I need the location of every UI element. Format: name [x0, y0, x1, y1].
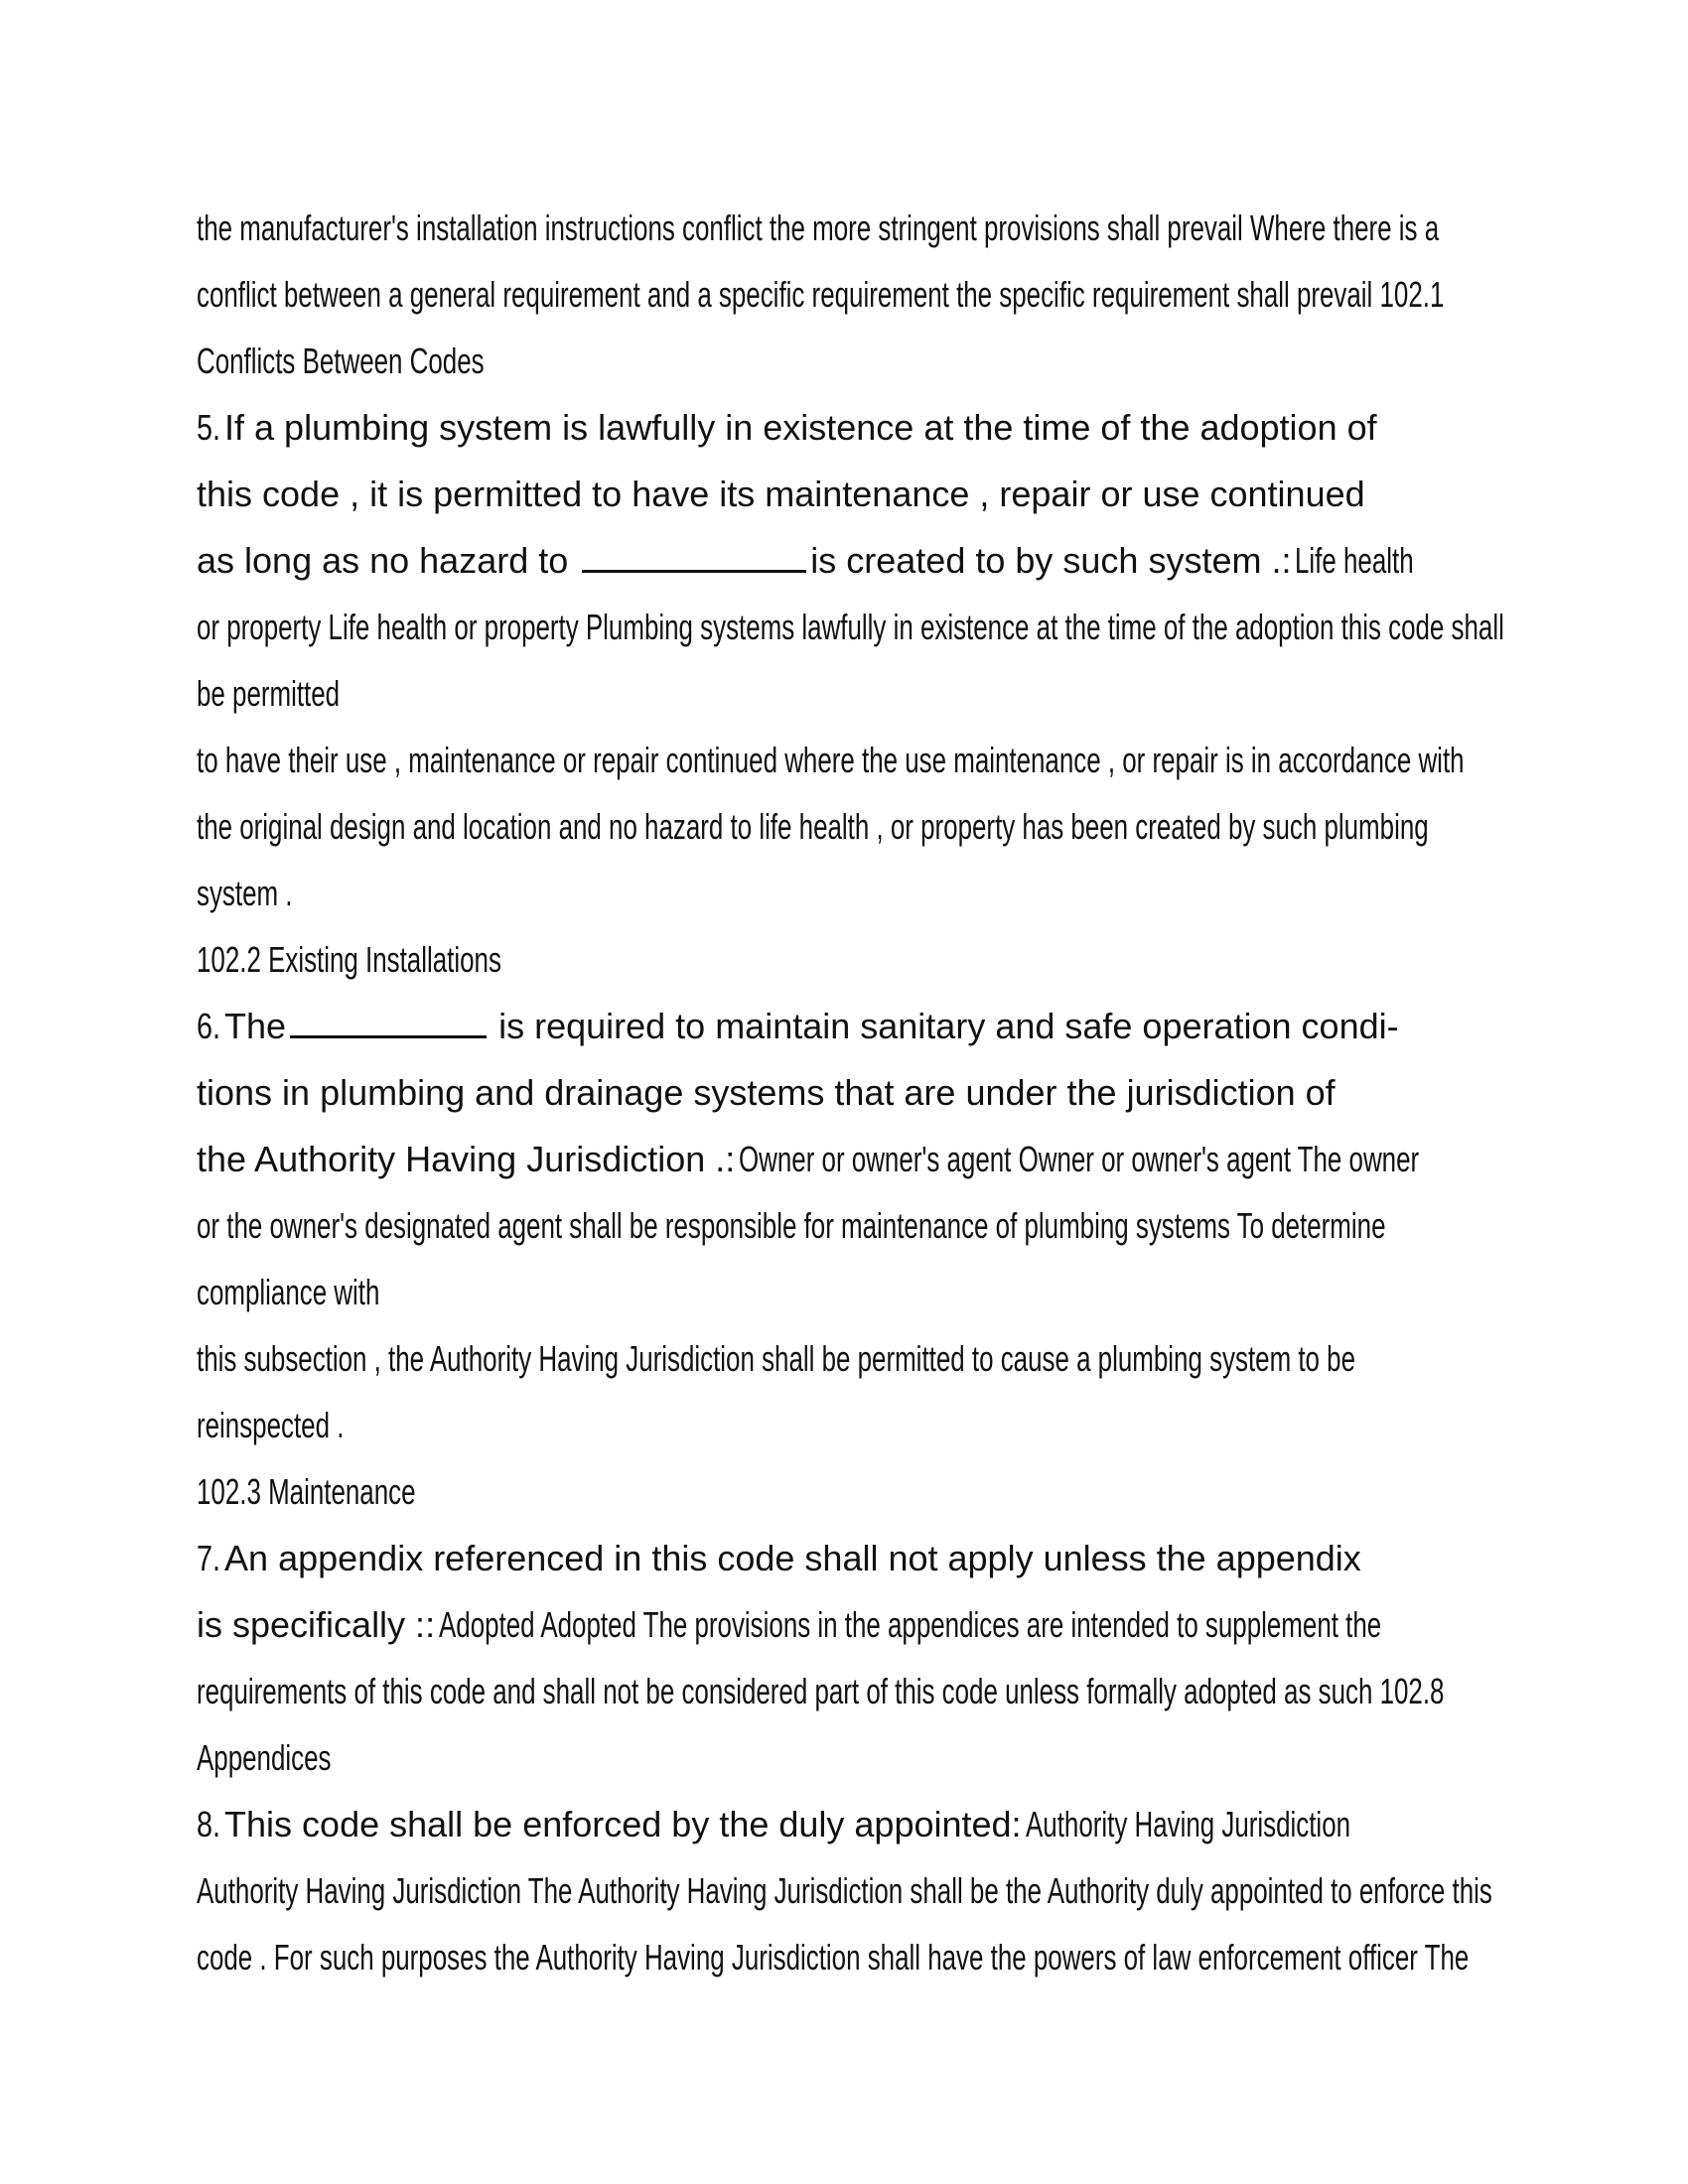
question-7-line-2: is specifically :: Adopted Adopted The provisions in the appendices are intended to supplement the [197, 1591, 1497, 1658]
text-line: to have their use , maintenance or repair continued where the use maintenance , or repair is in accordance with [197, 740, 1465, 780]
text-line: this subsection , the Authority Having Jurisdiction shall be permitted to cause a plumbing system to be [197, 1338, 1356, 1379]
text-line: the original design and location and no hazard to life health , or property has been created by such plumbing [197, 806, 1429, 847]
answer-text: Life health [1295, 540, 1415, 581]
question-5-line-1: 5. If a plumbing system is lawfully in existence at the time of the adoption of [197, 394, 1497, 461]
question-5-line-2: this code , it is permitted to have its maintenance , repair or use continued [197, 474, 1365, 514]
answer-blank [582, 536, 806, 573]
question-number: 7. [197, 1538, 221, 1578]
section-heading: Conflicts Between Codes [197, 341, 485, 381]
text-line: requirements of this code and shall not be considered part of this code unless formally adopted as such 102.8 [197, 1671, 1445, 1711]
answer-text: Owner or owner's agent Owner or owner's agent The owner [739, 1139, 1420, 1179]
document-page [197, 195, 1504, 1990]
question-number: 8. [197, 1804, 221, 1844]
section-heading: Appendices [197, 1737, 332, 1778]
question-6-line-2: tions in plumbing and drainage systems that are under the jurisdiction of [197, 1072, 1336, 1113]
question-6-line-1: 6. The is required to maintain sanitary and safe operation condi- [197, 993, 1497, 1059]
answer-text: Authority Having Jurisdiction [1025, 1804, 1350, 1844]
text-line: the manufacturer's installation instructions conflict the more stringent provisions shall prevail Where there is a [197, 207, 1440, 248]
text-line: compliance with [197, 1272, 380, 1312]
question-5-line-3: as long as no hazard to is created to by such system .: Life health [197, 527, 1497, 594]
text-line: Authority Having Jurisdiction The Authority Having Jurisdiction shall be the Authority duly appointed to enforce this [197, 1870, 1492, 1911]
text-line: be permitted [197, 673, 341, 714]
question-number: 6. [197, 1006, 221, 1046]
question-7-line-1: 7. An appendix referenced in this code shall not apply unless the appendix [197, 1525, 1497, 1591]
text-line: conflict between a general requirement and a specific requirement the specific requirement shall prevail 102.1 [197, 274, 1445, 315]
question-8-line-1: 8. This code shall be enforced by the duly appointed: Authority Having Jurisdiction [197, 1791, 1497, 1857]
text-line: reinspected . [197, 1405, 345, 1445]
question-6-line-3: the Authority Having Jurisdiction .: Owner or owner's agent Owner or owner's agent The owner [197, 1126, 1497, 1192]
section-heading: 102.2 Existing Installations [197, 939, 501, 980]
text-line: code . For such purposes the Authority Having Jurisdiction shall have the powers of law enforcement officer The [197, 1937, 1470, 1978]
question-number: 5. [197, 407, 221, 448]
answer-blank [290, 1002, 487, 1038]
text-line: or property Life health or property Plumbing systems lawfully in existence at the time of the adoption this code shall [197, 607, 1504, 647]
answer-text: Adopted Adopted The provisions in the appendices are intended to supplement the [439, 1604, 1382, 1645]
text-line: or the owner's designated agent shall be responsible for maintenance of plumbing systems To determine [197, 1205, 1386, 1246]
section-heading: 102.3 Maintenance [197, 1471, 416, 1512]
text-line: system . [197, 873, 293, 913]
